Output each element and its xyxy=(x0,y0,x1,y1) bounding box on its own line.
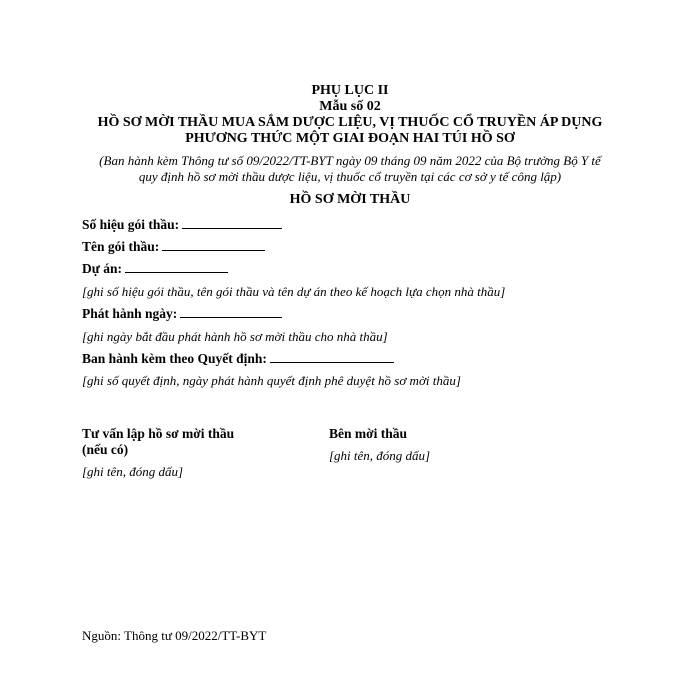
inviter-signature-hint: [ghi tên, đóng dấu] xyxy=(329,448,431,463)
issue-date-hint: [ghi ngày bắt đầu phát hành hồ sơ mời thầu cho nhà thầu] xyxy=(82,329,388,344)
form-number: Mẫu số 02 xyxy=(319,99,381,114)
consultant-signature-optional: (nếu có) xyxy=(82,442,129,457)
decision-field xyxy=(82,350,394,367)
consultant-signature-title: Tư vấn lập hồ sơ mời thầu xyxy=(82,426,235,441)
decision-blank xyxy=(270,350,394,363)
document-main-title-line2: PHƯƠNG THỨC MỘT GIAI ĐOẠN HAI TÚI HỒ SƠ xyxy=(185,131,515,146)
package-name-field xyxy=(82,238,265,255)
consultant-signature-hint: [ghi tên, đóng dấu] xyxy=(82,464,184,479)
document-subtitle: HỒ SƠ MỜI THẦU xyxy=(289,192,411,207)
document-main-title-line1: HỒ SƠ MỜI THẦU MUA SẮM DƯỢC LIỆU, VỊ THUỐC CỔ TRUYỀN ÁP DỤNG xyxy=(97,115,603,130)
source-note: Nguồn: Thông tư 09/2022/TT-BYT xyxy=(82,628,267,643)
package-name-blank xyxy=(162,238,265,251)
project-field xyxy=(82,260,228,277)
issue-date-field xyxy=(82,305,282,322)
issue-date-blank xyxy=(180,305,282,318)
package-name-label: Tên gói thầu: xyxy=(82,239,160,254)
issuance-note-line1: (Ban hành kèm Thông tư số 09/2022/TT-BYT ngày 09 tháng 09 năm 2022 của Bộ trưởng Bộ Y tế xyxy=(99,153,601,168)
issuance-note-line2: quy định hồ sơ mời thầu dược liệu, vị thuốc cổ truyền tại các cơ sở y tế công lập) xyxy=(138,169,562,184)
issue-date-label: Phát hành ngày: xyxy=(82,306,178,321)
project-label: Dự án: xyxy=(82,261,122,276)
inviter-signature-title: Bên mời thầu xyxy=(329,426,407,441)
project-blank xyxy=(125,260,228,273)
decision-hint: [ghi số quyết định, ngày phát hành quyết định phê duyệt hồ sơ mời thầu] xyxy=(82,373,461,388)
package-info-hint: [ghi số hiệu gói thầu, tên gói thầu và tên dự án theo kế hoạch lựa chọn nhà thầu] xyxy=(82,284,506,299)
package-number-blank xyxy=(182,216,282,229)
decision-label: Ban hành kèm theo Quyết định: xyxy=(82,351,267,366)
appendix-heading: PHỤ LỤC II xyxy=(311,83,389,98)
package-number-label: Số hiệu gói thầu: xyxy=(82,217,180,232)
package-number-field xyxy=(82,216,282,233)
